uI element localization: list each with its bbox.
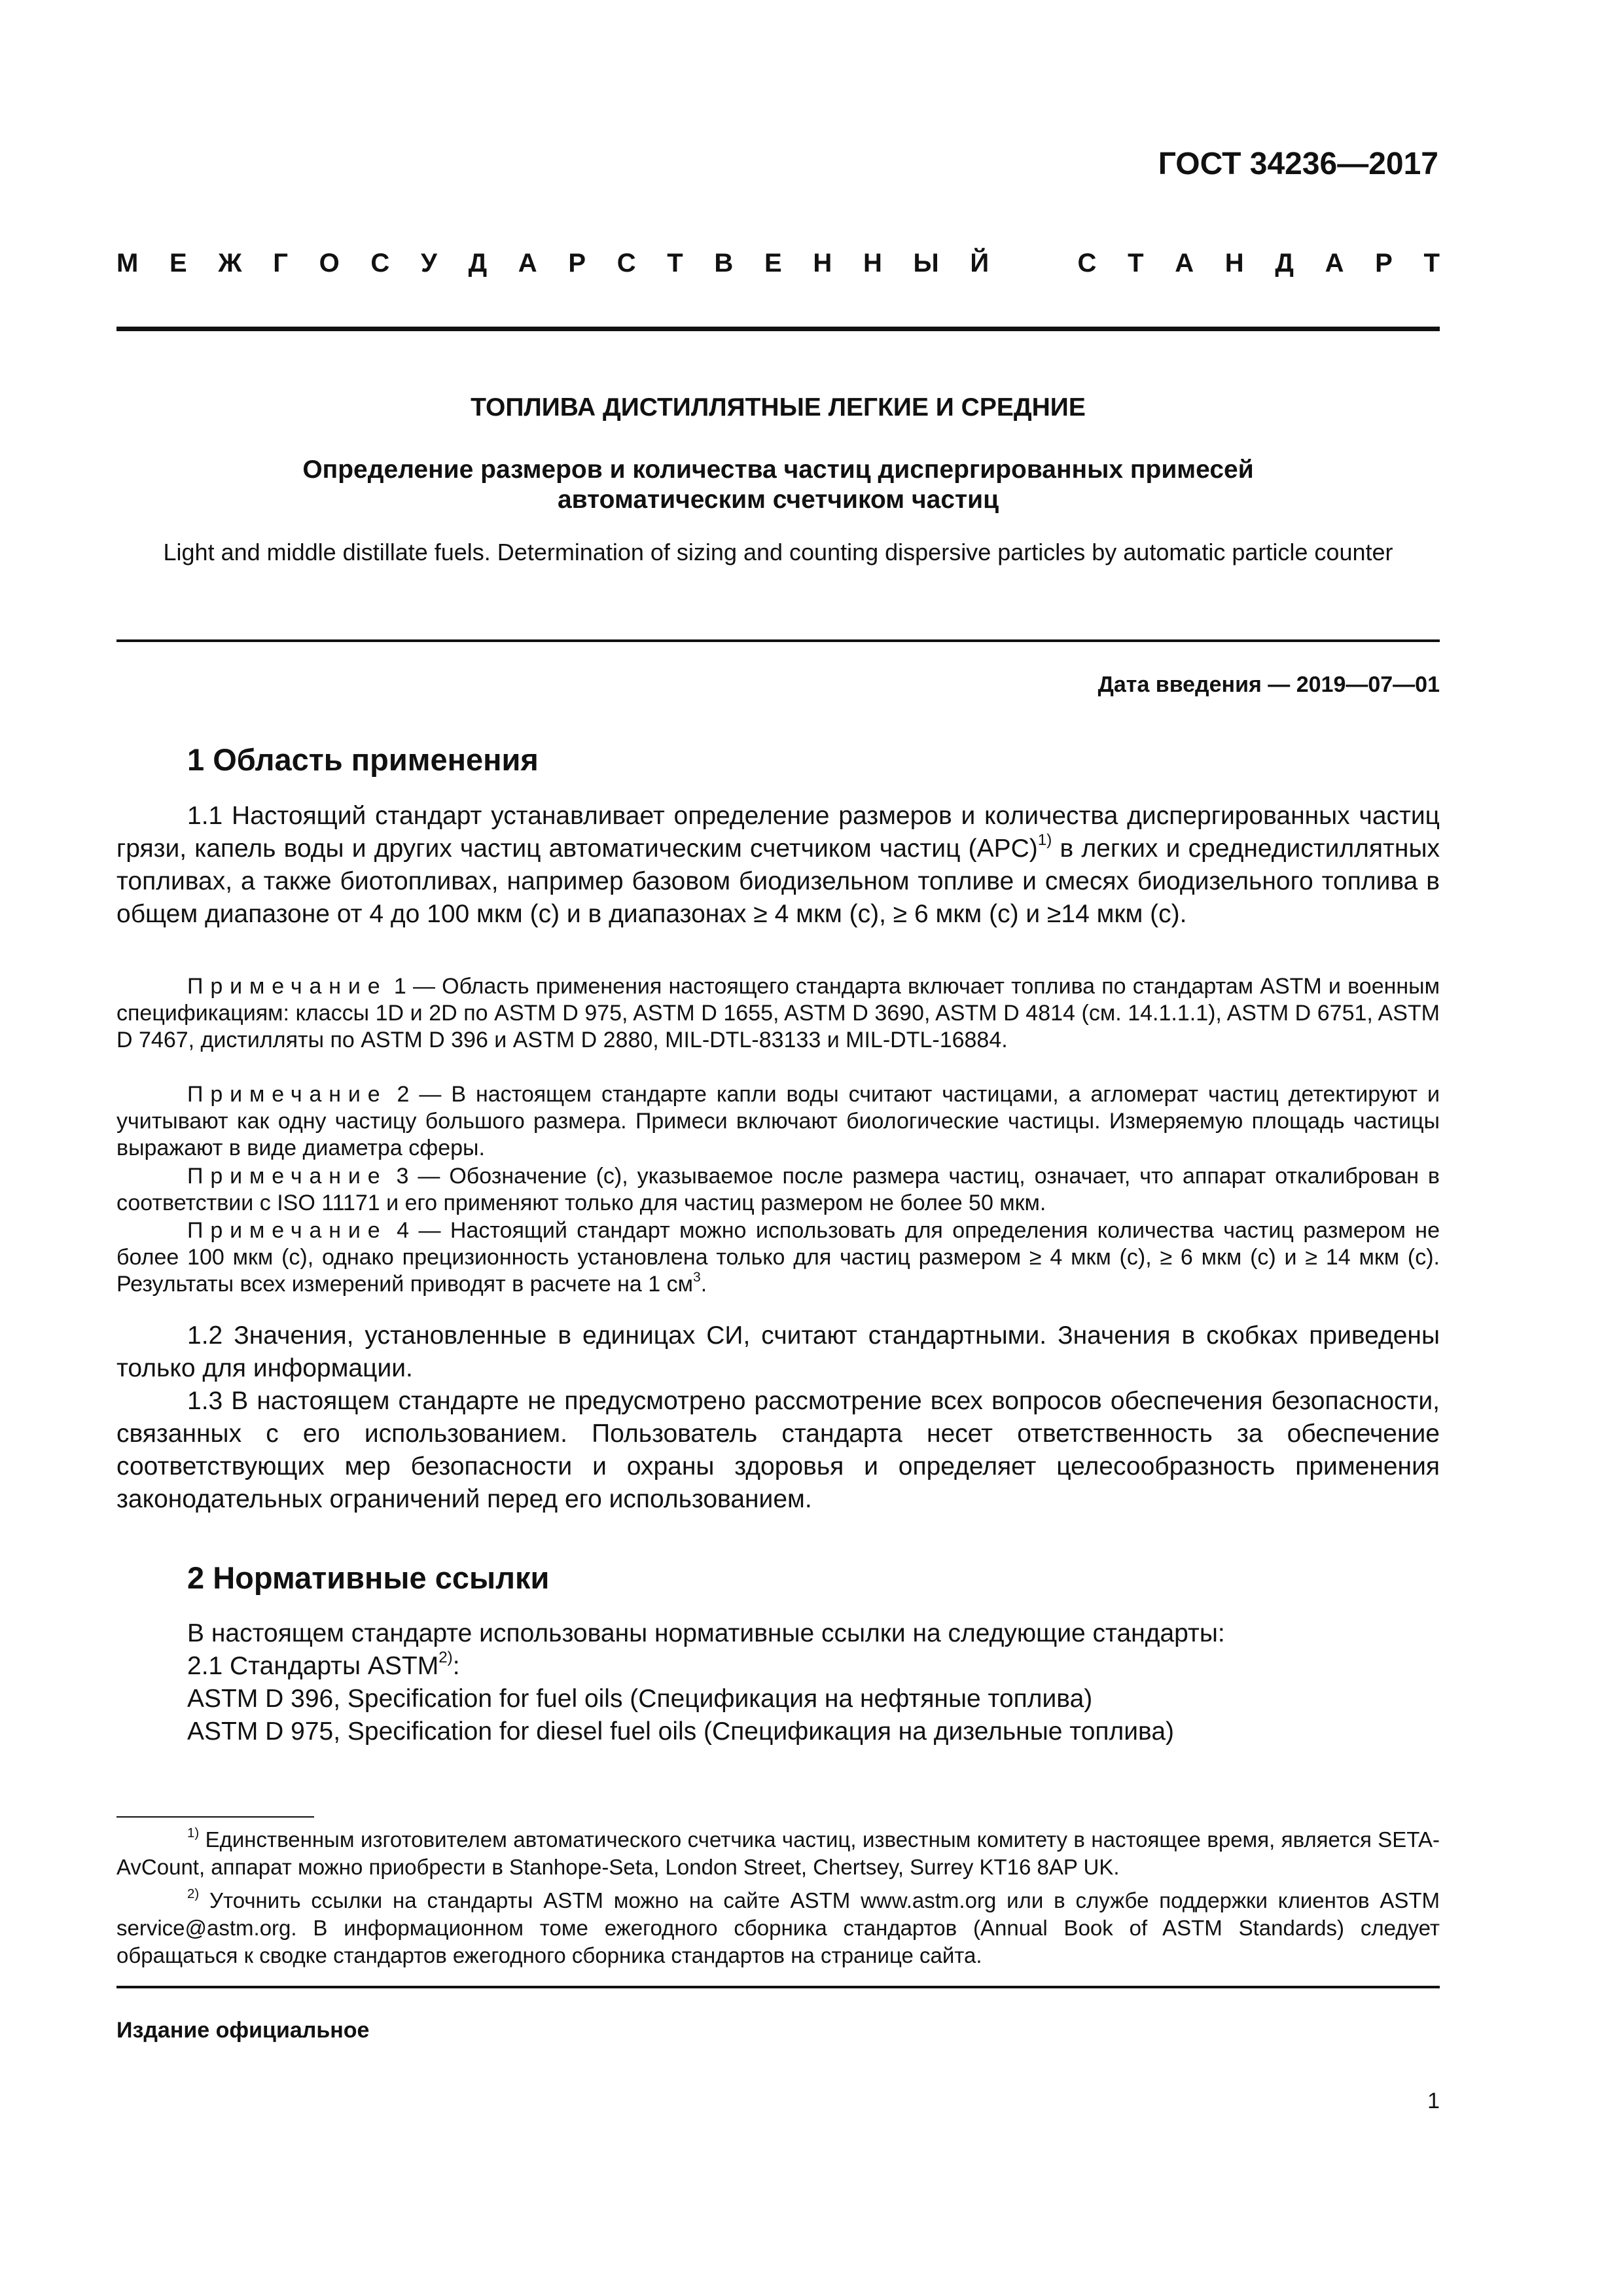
page-number: 1 [1427,2089,1440,2113]
footnote-ref-1[interactable]: 1) [1037,831,1052,850]
standard-type-letter: Н [813,249,832,278]
standard-type-letter: С [370,249,390,278]
standard-type-letter: Е [764,249,782,278]
document-subtitle [116,455,1440,514]
paragraph-1-3: 1.3 В настоящем стандарте не предусмотрено рассмотрение всех вопросов обеспечения безопасности, связанных с его использованием. Пользователь стандарта несет ответственность за обеспечение соответствующих мер безопасности и охраны здоровья и определяет целесообразность применения законодательных ограничений перед его использованием. [116,1387,1440,1513]
footnote-ref-2[interactable]: 2) [438,1649,453,1667]
subtitle-line-1: Определение размеров и количества частиц диспергированных примесей [302,456,1254,484]
footnote-1 [116,1826,1440,1881]
standard-type-letter: Т [1423,249,1440,278]
standard-type-letter: Н [863,249,882,278]
footnote-separator [116,1816,314,1818]
paragraph-1-1-text: 1.1 Настоящий стандарт устанавливает определение размеров и количества диспергированных частиц грязи, капель воды и других частиц автоматическим счетчиком частиц (APC) [116,802,1440,863]
reference-item: ASTM D 396, Specification for fuel oils (Спецификация на нефтяные топлива) [187,1685,1093,1713]
standard-type-letter: А [1175,249,1194,278]
standard-type-letter: Й [970,249,990,278]
note-1-text: 1 — Область применения настоящего стандарта включает топлива по стандартам ASTM и военным спецификациям: классы 1D и 2D по ASTM D 975, ASTM D 1655, ASTM D 3690, ASTM D 4814 (см. 14.1.1.1), ASTM D 6751, ASTM D 7467, дистилляты по ASTM D 396 и ASTM D 2880, MIL-DTL-83133 и MIL-DTL-16884. [116,974,1440,1052]
note-label: Примечание [187,1164,387,1189]
standard-type-letter: У [421,249,437,278]
official-edition-label: Издание официальное [116,2018,370,2043]
footer-rule [116,1986,1440,1988]
title-rule [116,639,1440,642]
standard-type-letter: Ж [218,249,242,278]
standard-type-letter: С [1077,249,1097,278]
note-4-text: 4 — Настоящий стандарт можно использовать для определения количества частиц размером не более 100 мкм (c), однако прецизионность установлена только для частиц размером ≥ 4 мкм (c), ≥ 6 мкм (c) и ≥ 14 мкм (c). Результаты всех измерений приводят в расчете на 1 см [116,1218,1440,1297]
standard-type-letter: Р [568,249,586,278]
footnote-2-text: Уточнить ссылки на стандарты ASTM можно на сайте ASTM www.astm.org или в службе поддержки клиентов ASTM service@astm.org. В информационном томе ежегодного сборника стандартов (Annual Book of ASTM Standards) следует обращаться к сводке стандартов ежегодного сборника стандартов на странице сайта. [116,1888,1440,1967]
note-label: Примечание [187,1218,387,1243]
subtitle-line-2: автоматическим счетчиком частиц [557,485,999,514]
note-1 [116,973,1440,1054]
note-2 [116,1081,1440,1162]
standard-type-heading [116,247,1440,279]
section-1-heading: 1 Область применения [187,742,539,777]
note-3 [116,1163,1440,1217]
note-label: Примечание [187,1082,387,1107]
standard-type-letter: С [616,249,636,278]
standard-type-letter: Ы [913,249,939,278]
standard-type-letter: Д [1275,249,1294,278]
standard-type-letter: Т [667,249,683,278]
gost-number: ГОСТ 34236—2017 [1158,147,1438,181]
references-intro: В настоящем стандарте использованы нормативные ссылки на следующие стандарты: [187,1619,1225,1647]
standard-type-letter: А [518,249,537,278]
note-2-text: 2 — В настоящем стандарте капли воды считают частицами, а агломерат частиц детектируют и учитывают как одну частицу большого размера. Примеси включают биологические частицы. Измеряемую площадь частицы выражают в виде диаметра сферы. [116,1082,1440,1160]
standard-type-letter: Г [273,249,288,278]
standard-type-letter: Н [1224,249,1244,278]
standard-type-letter: А [1325,249,1344,278]
english-title: Light and middle distillate fuels. Determination of sizing and counting dispersive particles by automatic particle counter [163,539,1393,565]
reference-item: ASTM D 975, Specification for diesel fuel oils (Спецификация на дизельные топлива) [187,1717,1175,1746]
section-2-heading: 2 Нормативные ссылки [187,1560,550,1595]
paragraph-1-1 [116,800,1440,931]
standard-type-letter: Р [1375,249,1393,278]
note-3-text: 3 — Обозначение (c), указываемое после размера частиц, означает, что аппарат откалиброван в соответствии с ISO 11171 и его применяют только для частиц размером не более 50 мкм. [116,1164,1440,1215]
standard-type-letter: В [714,249,734,278]
standard-type-letter: О [319,249,340,278]
standard-type-letter: Т [1128,249,1144,278]
standard-type-letter: Е [169,249,187,278]
note-4-text-end: . [700,1272,707,1297]
paragraph-1-1-text-cont: в легких и среднедистиллятных топливах, а также биотопливах, например базовом биодизельном топливе и смесях биодизельного топлива в общем диапазоне от 4 до 100 мкм (c) и в диапазонах ≥ 4 мкм (c), ≥ 6 мкм (c) и ≥14 мкм (c). [116,834,1440,928]
note-4 [116,1217,1440,1298]
astm-standards-colon: : [452,1652,460,1680]
standard-type-letter: Д [468,249,488,278]
footnote-1-text: Единственным изготовителем автоматического счетчика частиц, известным комитету в настоящее время, является SETA-AvCount, аппарат можно приобрести в Stanhope-Seta, London Street, Chertsey, Surrey KT16 8AP UK. [116,1827,1440,1879]
astm-standards-heading [187,1650,1440,1683]
paragraph-1-2: 1.2 Значения, установленные в единицах СИ, считают стандартными. Значения в скобках приведены только для информации. [116,1321,1440,1382]
astm-standards-label: 2.1 Стандарты ASTM [187,1652,439,1680]
introduction-date: Дата введения — 2019—07—01 [1097,672,1440,697]
footnote-1-marker: 1) [187,1825,200,1840]
document-title: ТОПЛИВА ДИСТИЛЛЯТНЫЕ ЛЕГКИЕ И СРЕДНИЕ [471,393,1086,422]
header-rule [116,327,1440,331]
footnote-2-marker: 2) [187,1886,200,1901]
footnote-2 [116,1887,1440,1969]
standard-type-gap [1020,247,1046,279]
note-label: Примечание [187,974,387,999]
cubic-superscript: 3 [692,1269,701,1285]
standard-type-letter: М [116,249,139,278]
